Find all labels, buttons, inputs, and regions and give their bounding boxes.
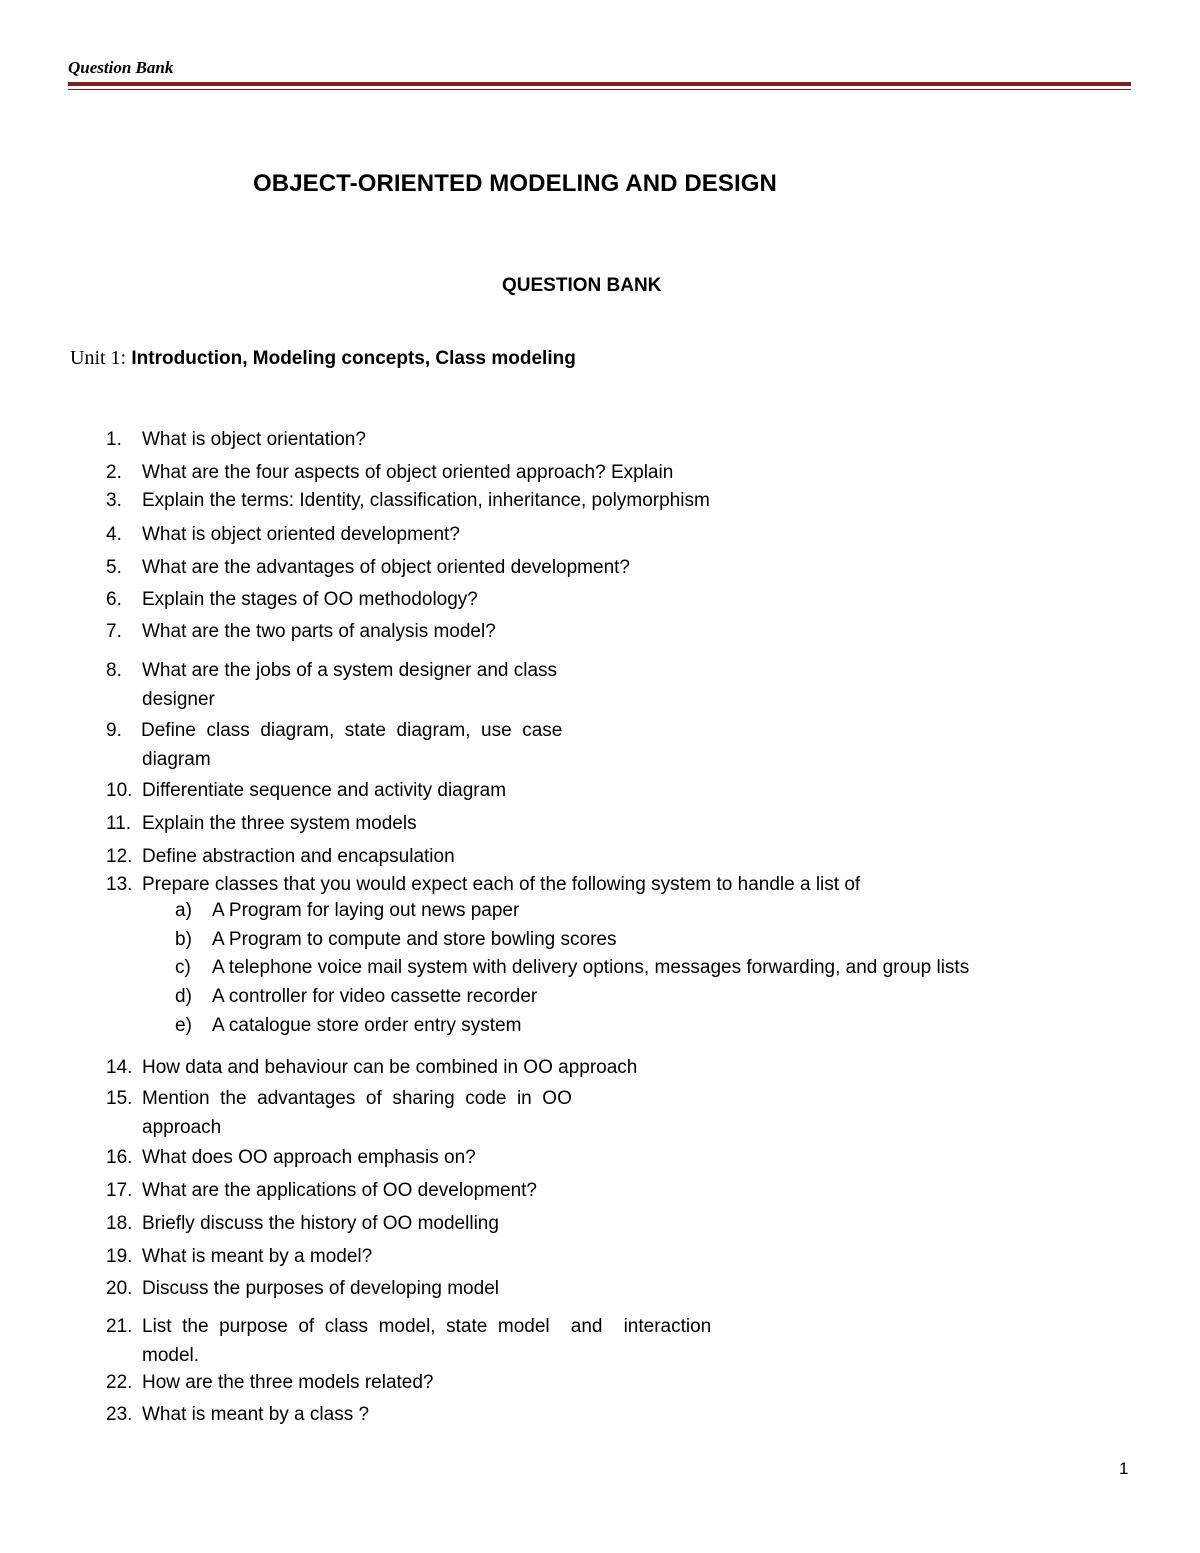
- question-text: What is object oriented development?: [142, 524, 460, 545]
- question-number: 9.: [106, 720, 122, 741]
- question-item: [106, 870, 860, 899]
- question-text: Differentiate sequence and activity diagram: [142, 780, 507, 801]
- question-text: What are the applications of OO development?: [142, 1180, 538, 1201]
- unit-heading: [70, 347, 576, 370]
- sub-item: [175, 986, 537, 1008]
- question-item: [106, 1084, 572, 1142]
- question-number: 10.: [106, 780, 133, 801]
- sub-item: [175, 929, 616, 951]
- question-number: 22.: [106, 1372, 133, 1393]
- question-item: [106, 553, 630, 582]
- question-number: 17.: [106, 1180, 133, 1201]
- page-number: 1: [1119, 1459, 1129, 1478]
- question-text: List the purpose of class model, state model and interaction: [142, 1316, 712, 1337]
- question-number: 20.: [106, 1278, 133, 1299]
- question-text: How data and behaviour can be combined in OO approach: [142, 1057, 638, 1078]
- question-item: [106, 1312, 711, 1370]
- sub-item-text: A catalogue store order entry system: [212, 1015, 522, 1036]
- question-item: [106, 1143, 476, 1172]
- question-text: How are the three models related?: [142, 1372, 434, 1393]
- question-item: [106, 1274, 499, 1303]
- question-number: 16.: [106, 1147, 133, 1168]
- sub-item-letter: b): [175, 929, 192, 950]
- question-number: 19.: [106, 1246, 133, 1267]
- header-label: Question Bank: [68, 58, 174, 77]
- sub-item: [175, 957, 969, 979]
- document-subtitle: QUESTION BANK: [502, 275, 662, 296]
- question-text: What does OO approach emphasis on?: [142, 1147, 476, 1168]
- question-continuation: diagram: [142, 749, 211, 770]
- question-text: What is object orientation?: [142, 429, 366, 450]
- sub-item: [175, 900, 519, 922]
- question-continuation: approach: [142, 1117, 222, 1138]
- sub-item-letter: d): [175, 986, 192, 1007]
- question-text: What are the advantages of object oriented development?: [142, 557, 630, 578]
- document-title: OBJECT-ORIENTED MODELING AND DESIGN: [253, 170, 777, 197]
- question-item: [106, 1176, 537, 1205]
- question-number: 11.: [106, 813, 132, 834]
- question-item: [106, 1242, 372, 1271]
- question-continuation: designer: [142, 689, 215, 710]
- question-text: Define class diagram, state diagram, use case: [141, 720, 563, 741]
- sub-item-letter: a): [175, 900, 192, 921]
- question-text: Explain the stages of OO methodology?: [142, 589, 478, 610]
- question-number: 1.: [106, 429, 122, 450]
- question-text: Explain the terms: Identity, classification, inheritance, polymorphism: [142, 490, 710, 511]
- unit-title: Introduction, Modeling concepts, Class modeling: [131, 348, 576, 369]
- question-text: Mention the advantages of sharing code in OO: [142, 1088, 572, 1109]
- question-item: [106, 1053, 637, 1082]
- sub-item-letter: e): [175, 1015, 192, 1036]
- question-item: [106, 776, 506, 805]
- question-item: [106, 486, 710, 515]
- question-item: [106, 458, 673, 487]
- question-number: 23.: [106, 1404, 133, 1425]
- question-number: 4.: [106, 524, 122, 545]
- question-number: 8.: [106, 660, 122, 681]
- header-rule-thin: [68, 89, 1131, 90]
- question-text: What is meant by a class ?: [142, 1404, 370, 1425]
- question-number: 21.: [106, 1316, 133, 1337]
- sub-item-text: A telephone voice mail system with delivery options, messages forwarding, and group lists: [212, 957, 970, 978]
- question-continuation: model.: [142, 1345, 200, 1366]
- question-text: Briefly discuss the history of OO modelling: [142, 1213, 499, 1234]
- question-number: 2.: [106, 462, 122, 483]
- sub-item-text: A Program for laying out news paper: [212, 900, 520, 921]
- sub-item-text: A Program to compute and store bowling scores: [212, 929, 617, 950]
- sub-item-letter: c): [175, 957, 191, 978]
- question-text: Define abstraction and encapsulation: [142, 846, 455, 867]
- question-text: What are the four aspects of object oriented approach? Explain: [142, 462, 674, 483]
- question-item: [106, 585, 478, 614]
- header-rule-thick: [68, 82, 1131, 86]
- question-number: 13.: [106, 874, 133, 895]
- question-number: 14.: [106, 1057, 133, 1078]
- question-item: [106, 716, 562, 774]
- sub-item-text: A controller for video cassette recorder: [212, 986, 538, 1007]
- sub-item: [175, 1015, 521, 1037]
- question-text: Prepare classes that you would expect each of the following system to handle a list of: [142, 874, 861, 895]
- question-item: [106, 1368, 434, 1397]
- question-text: What are the jobs of a system designer and class: [142, 660, 558, 681]
- question-item: [106, 520, 460, 549]
- unit-prefix: Unit 1:: [70, 347, 127, 369]
- question-number: 12.: [106, 846, 133, 867]
- question-number: 6.: [106, 589, 122, 610]
- question-item: [106, 425, 366, 454]
- question-item: [106, 842, 455, 871]
- question-text: What are the two parts of analysis model?: [142, 621, 496, 642]
- question-text: Discuss the purposes of developing model: [142, 1278, 499, 1299]
- question-number: 5.: [106, 557, 122, 578]
- question-number: 3.: [106, 490, 122, 511]
- question-item: [106, 1209, 499, 1238]
- question-number: 7.: [106, 621, 122, 642]
- question-item: [106, 809, 417, 838]
- question-text: What is meant by a model?: [142, 1246, 373, 1267]
- question-number: 18.: [106, 1213, 133, 1234]
- question-number: 15.: [106, 1088, 133, 1109]
- question-item: [106, 1400, 369, 1429]
- question-item: [106, 656, 557, 714]
- question-item: [106, 617, 496, 646]
- question-text: Explain the three system models: [142, 813, 417, 834]
